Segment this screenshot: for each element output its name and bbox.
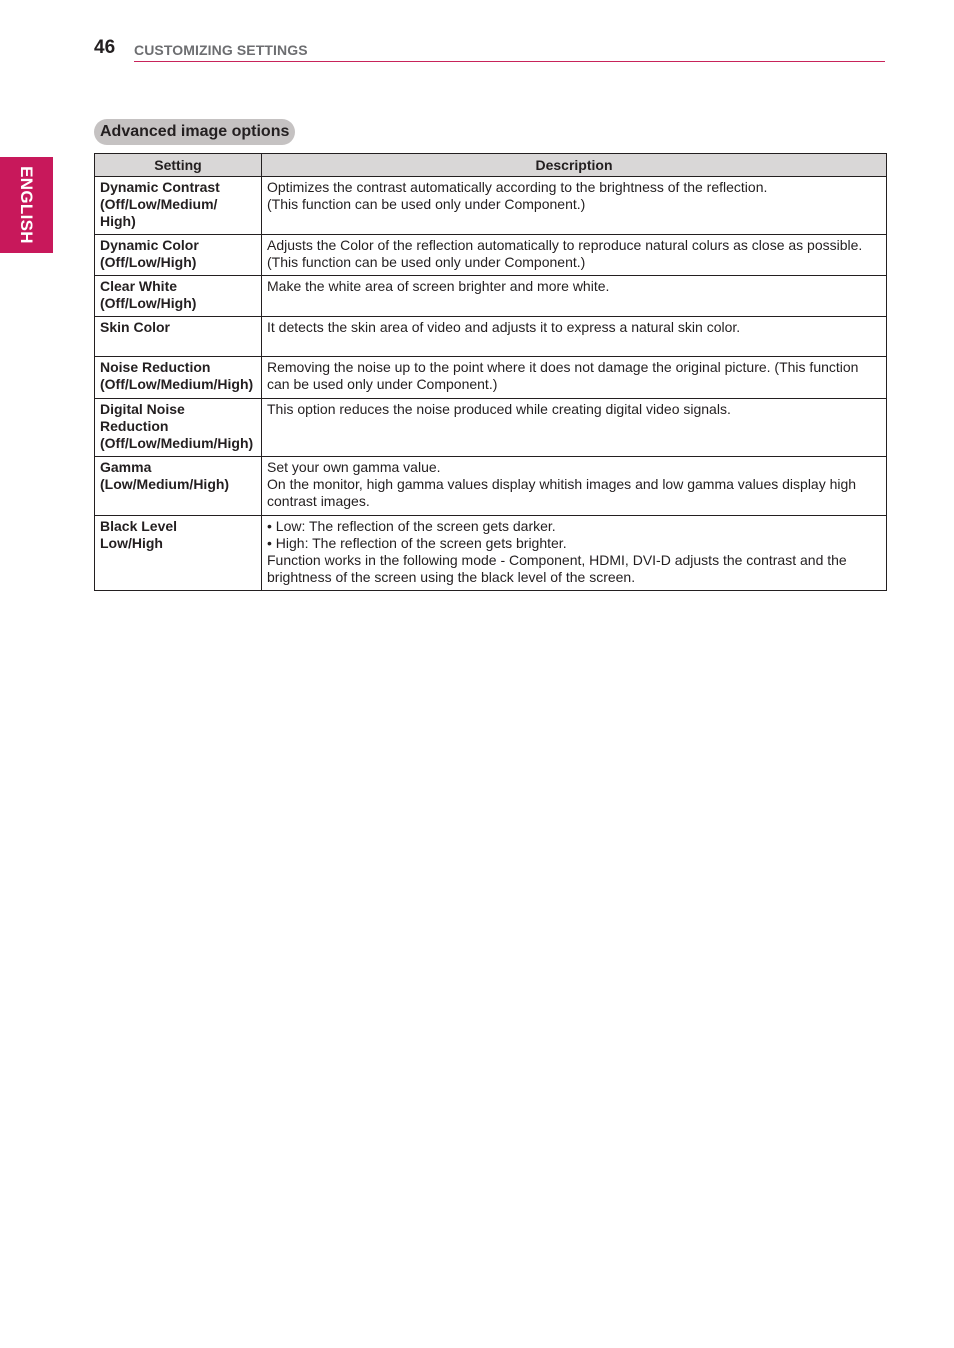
setting-line: (Off/Low/High)	[100, 254, 197, 270]
setting-cell	[95, 177, 262, 235]
setting-line: (Off/Low/Medium/	[100, 196, 218, 212]
table-row	[95, 177, 887, 235]
section-header: CUSTOMIZING SETTINGS	[134, 42, 308, 58]
language-tab-label: ENGLISH	[17, 166, 36, 244]
advanced-image-options-table	[94, 153, 887, 591]
table-header-row	[95, 154, 887, 177]
table-row	[95, 317, 887, 357]
setting-cell	[95, 235, 262, 276]
description-line: Function works in the following mode - Component, HDMI, DVI-D adjusts the contrast and the brightness of the screen using the black level of the screen.	[267, 552, 847, 585]
setting-line: Dynamic Color	[100, 237, 199, 253]
description-line: Optimizes the contrast automatically according to the brightness of the reflection.	[267, 179, 768, 195]
setting-cell	[95, 457, 262, 516]
description-cell	[262, 276, 887, 317]
table-row	[95, 399, 887, 457]
setting-cell	[95, 276, 262, 317]
setting-line: Gamma	[100, 459, 152, 475]
setting-line: Digital Noise	[100, 401, 185, 417]
description-cell	[262, 235, 887, 276]
setting-line: Noise Reduction	[100, 359, 211, 375]
setting-line: (Off/Low/Medium/High)	[100, 435, 254, 451]
setting-cell	[95, 516, 262, 591]
setting-line: Clear White	[100, 278, 178, 294]
description-line: Adjusts the Color of the reflection automatically to reproduce natural colurs as close as possible.(This function can be used only under Component.)	[267, 237, 863, 270]
column-header-description: Description	[262, 154, 887, 177]
language-tab	[0, 157, 53, 253]
header-rule	[134, 61, 885, 62]
description-cell	[262, 317, 887, 357]
description-cell	[262, 516, 887, 591]
table-row	[95, 357, 887, 399]
description-line: • High: The reflection of the screen gets brighter.	[267, 535, 567, 551]
description-line: Removing the noise up to the point where it does not damage the original picture. (This function can be used only under Component.)	[267, 359, 859, 392]
subheading: Advanced image options	[94, 119, 295, 145]
description-line: • Low: The reflection of the screen gets darker.	[267, 518, 556, 534]
table-row	[95, 276, 887, 317]
setting-line: Black Level	[100, 518, 178, 534]
description-line: On the monitor, high gamma values display whitish images and low gamma values display high contrast images.	[267, 476, 857, 509]
table-row	[95, 457, 887, 516]
setting-line: (Low/Medium/High)	[100, 476, 230, 492]
setting-line: Low/High	[100, 535, 163, 551]
description-line: Set your own gamma value.	[267, 459, 441, 475]
setting-cell	[95, 317, 262, 357]
description-cell	[262, 399, 887, 457]
setting-cell	[95, 399, 262, 457]
description-cell	[262, 177, 887, 235]
setting-line: High)	[100, 213, 136, 229]
description-cell	[262, 457, 887, 516]
setting-line: (Off/Low/High)	[100, 295, 197, 311]
description-line: It detects the skin area of video and adjusts it to express a natural skin color.	[267, 319, 741, 335]
setting-cell	[95, 357, 262, 399]
table-row	[95, 235, 887, 276]
description-cell	[262, 357, 887, 399]
page-number: 46	[94, 37, 116, 58]
setting-line: (Off/Low/Medium/High)	[100, 376, 254, 392]
description-line: This option reduces the noise produced while creating digital video signals.	[267, 401, 731, 417]
setting-line: Skin Color	[100, 319, 171, 335]
description-line: Make the white area of screen brighter and more white.	[267, 278, 610, 294]
table-row	[95, 516, 887, 591]
description-line: (This function can be used only under Component.)	[267, 196, 586, 212]
setting-line: Reduction	[100, 418, 169, 434]
column-header-setting: Setting	[95, 154, 262, 177]
setting-line: Dynamic Contrast	[100, 179, 220, 195]
